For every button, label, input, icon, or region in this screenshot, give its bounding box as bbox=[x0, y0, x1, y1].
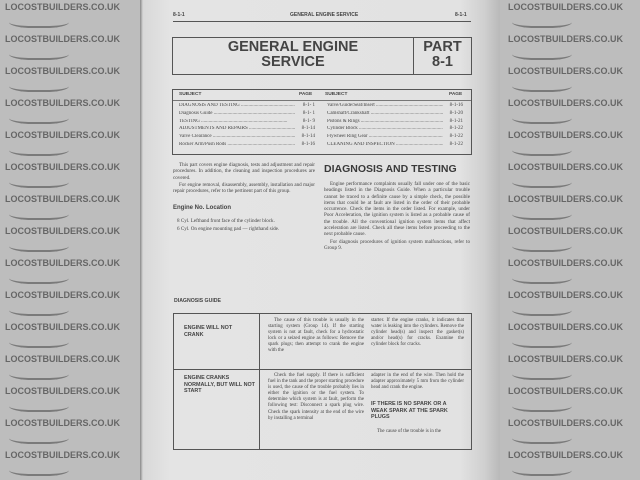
watermark-text: LOCOSTBUILDERS.CO.UK bbox=[5, 258, 121, 268]
watermark-car-icon bbox=[512, 270, 572, 284]
no-crank-col2: starter. If the engine cranks, it indicates that water is leaking into the cylinders. Remove the cylinder head(s) and inspect the gasket(s) and/or head(s) for cracks. Examine the cylinder block for cracks. bbox=[371, 318, 464, 348]
toc-entry bbox=[327, 126, 463, 132]
toc-subject: Valve/Guide/Seat/Insert ..... bbox=[327, 103, 443, 109]
watermark-car-icon bbox=[512, 398, 572, 412]
no-start-col2-block bbox=[371, 373, 464, 435]
toc-page: 8-1-20 bbox=[449, 110, 463, 116]
watermark-text: LOCOSTBUILDERS.CO.UK bbox=[5, 322, 121, 332]
contents-table bbox=[172, 89, 472, 155]
toc-subject: Rocker Arm/Push Rods ..... bbox=[179, 142, 295, 148]
toc-subject: Diagnosis Guide ..... bbox=[179, 111, 295, 117]
watermark-car-icon bbox=[9, 366, 69, 380]
watermark-car-icon bbox=[512, 462, 572, 476]
toc-separator bbox=[173, 100, 471, 101]
watermark-text: LOCOSTBUILDERS.CO.UK bbox=[508, 450, 624, 460]
toc-subject: DIAGNOSIS AND TESTING ..... bbox=[179, 103, 295, 109]
toc-page: 8-1- 9 bbox=[302, 118, 315, 124]
toc-entry bbox=[179, 142, 315, 148]
watermark-text: LOCOSTBUILDERS.CO.UK bbox=[508, 98, 624, 108]
watermark-text: LOCOSTBUILDERS.CO.UK bbox=[508, 354, 624, 364]
title-line-1: GENERAL ENGINE bbox=[227, 39, 359, 55]
watermark-car-icon bbox=[512, 14, 572, 28]
toc-subject: Valve Clearance ..... bbox=[179, 134, 295, 140]
diagnosis-guide-heading: DIAGNOSIS GUIDE bbox=[174, 298, 221, 304]
watermark-car-icon bbox=[9, 430, 69, 444]
watermark-text: LOCOSTBUILDERS.CO.UK bbox=[508, 290, 624, 300]
no-crank-col1: The cause of this trouble is usually in the starting system (Group 14). If the starting system is not at fault, check for a hydrostatic lock or a seized engine as follows: Remove the spark plugs; then attempt to crank the engine with the bbox=[268, 318, 364, 354]
intro-paragraph-1: This part covers engine diagnosis, tests and adjustment and repair procedures. In addition, the cleaning and inspection procedures are covered. bbox=[173, 162, 315, 181]
toc-page: 8-1- 1 bbox=[302, 103, 315, 108]
diagnosis-column bbox=[324, 163, 470, 252]
header-page-right: 8-1-1 bbox=[455, 12, 467, 18]
location-8cyl: 8 Cyl. Lefthand front face of the cylinder block. bbox=[177, 218, 275, 225]
watermark-text: LOCOSTBUILDERS.CO.UK bbox=[508, 258, 624, 268]
watermark-text: LOCOSTBUILDERS.CO.UK bbox=[5, 66, 121, 76]
page-title bbox=[173, 40, 413, 70]
diagnosis-guide-table bbox=[173, 313, 472, 450]
watermark-text: LOCOSTBUILDERS.CO.UK bbox=[508, 226, 624, 236]
no-spark-subheading: IF THERE IS NO SPARK OR A WEAK SPARK AT THE SPARK PLUGS bbox=[371, 401, 448, 421]
toc-subject: Pistons & Rings ..... bbox=[327, 119, 443, 125]
header-page-left: 8-1-1 bbox=[173, 12, 185, 18]
toc-entry bbox=[327, 142, 463, 148]
part-number: 8-1 bbox=[432, 54, 453, 70]
title-line-2: SERVICE bbox=[261, 54, 325, 70]
watermark-car-icon bbox=[512, 110, 572, 124]
intro-column bbox=[173, 162, 315, 233]
watermark-text: LOCOSTBUILDERS.CO.UK bbox=[5, 418, 121, 428]
watermark-text: LOCOSTBUILDERS.CO.UK bbox=[5, 130, 121, 140]
watermark-text: LOCOSTBUILDERS.CO.UK bbox=[508, 386, 624, 396]
toc-entry bbox=[327, 134, 463, 140]
watermark-car-icon bbox=[512, 302, 572, 316]
toc-page: 8-1- 1 bbox=[302, 110, 315, 116]
toc-page: 8-1-16 bbox=[449, 103, 463, 108]
watermark-text: LOCOSTBUILDERS.CO.UK bbox=[5, 162, 121, 172]
no-start-col1: Check the fuel supply. If there is sufficient fuel in the tank and the proper starting procedure is used, the cause of the trouble probably lies in either the ignition or the fuel system. To determine which system is at fault, perform the following test: Disconnect a spark plug wire. Check the spark intensity at the end of the wire by installing a terminal bbox=[268, 373, 364, 421]
watermark-text: LOCOSTBUILDERS.CO.UK bbox=[5, 450, 121, 460]
toc-entry bbox=[179, 126, 315, 132]
watermark-car-icon bbox=[9, 14, 69, 28]
row-divider bbox=[174, 369, 471, 370]
watermark-car-icon bbox=[9, 110, 69, 124]
toc-page: 8-1-22 bbox=[449, 126, 463, 132]
watermark-text: LOCOSTBUILDERS.CO.UK bbox=[508, 418, 624, 428]
watermark-text: LOCOSTBUILDERS.CO.UK bbox=[5, 98, 121, 108]
watermark-text: LOCOSTBUILDERS.CO.UK bbox=[508, 66, 624, 76]
watermark-text: LOCOSTBUILDERS.CO.UK bbox=[508, 130, 624, 140]
watermark-car-icon bbox=[9, 270, 69, 284]
toc-page: 8-1-14 bbox=[301, 134, 315, 140]
toc-page: 8-1-22 bbox=[449, 142, 463, 147]
header-rule bbox=[173, 21, 471, 22]
watermark-text: LOCOSTBUILDERS.CO.UK bbox=[5, 290, 121, 300]
no-spark-text: The cause of the trouble is in the bbox=[377, 428, 441, 434]
watermark-text: LOCOSTBUILDERS.CO.UK bbox=[5, 2, 121, 12]
watermark-car-icon bbox=[512, 142, 572, 156]
watermark-car-icon bbox=[9, 206, 69, 220]
no-start-col2: adapter in the end of the wire. Then hold the adapter approximately 5 mm from the cylinder head and crank the engine. bbox=[371, 373, 464, 391]
toc-entry bbox=[179, 111, 315, 117]
toc-page: 8-1-16 bbox=[301, 142, 315, 147]
toc-subject: Cylinder Block ..... bbox=[327, 126, 443, 132]
watermark-text: LOCOSTBUILDERS.CO.UK bbox=[5, 226, 121, 236]
watermark-text: LOCOSTBUILDERS.CO.UK bbox=[5, 354, 121, 364]
diagnosis-heading: DIAGNOSIS AND TESTING bbox=[324, 163, 457, 175]
diagnosis-paragraph-2: For diagnosis procedures of ignition system malfunctions, refer to Group 9. bbox=[324, 238, 470, 251]
toc-entry bbox=[327, 119, 463, 125]
toc-subject: Flywheel Ring Gear ..... bbox=[327, 134, 443, 140]
toc-entry bbox=[179, 103, 315, 109]
watermark-car-icon bbox=[9, 46, 69, 60]
toc-entry bbox=[179, 134, 315, 140]
header-title: GENERAL ENGINE SERVICE bbox=[290, 12, 359, 18]
watermark-text: LOCOSTBUILDERS.CO.UK bbox=[508, 2, 624, 12]
intro-paragraph-2: For engine removal, disassembly, assembly, installation and major repair procedures, refer to the pertinent part of this group. bbox=[173, 181, 315, 195]
document-page bbox=[140, 0, 500, 480]
watermark-car-icon bbox=[9, 142, 69, 156]
toc-subject: Camshaft/Crankshaft ..... bbox=[327, 111, 443, 117]
watermark-car-icon bbox=[512, 206, 572, 220]
toc-page-header-2: PAGE bbox=[449, 92, 463, 97]
watermark-text: LOCOSTBUILDERS.CO.UK bbox=[508, 162, 624, 172]
watermark-car-icon bbox=[512, 46, 572, 60]
part-word: PART bbox=[423, 39, 462, 55]
watermark-car-icon bbox=[512, 366, 572, 380]
location-6cyl: 6 Cyl. On engine mounting pad — righthand side. bbox=[177, 225, 280, 232]
watermark-text: LOCOSTBUILDERS.CO.UK bbox=[5, 194, 121, 204]
watermark-car-icon bbox=[9, 238, 69, 252]
toc-page: 8-1-22 bbox=[449, 134, 463, 140]
watermark-car-icon bbox=[9, 302, 69, 316]
watermark-car-icon bbox=[9, 462, 69, 476]
toc-subject: CLEANING AND INSPECTION ..... bbox=[327, 142, 443, 148]
watermark-car-icon bbox=[512, 174, 572, 188]
part-label bbox=[414, 40, 471, 70]
engine-number-heading: Engine No. Location bbox=[173, 205, 231, 212]
watermark-car-icon bbox=[512, 430, 572, 444]
watermark-text: LOCOSTBUILDERS.CO.UK bbox=[508, 322, 624, 332]
watermark-car-icon bbox=[9, 78, 69, 92]
watermark-text: LOCOSTBUILDERS.CO.UK bbox=[508, 194, 624, 204]
toc-page: 8-1-21 bbox=[449, 118, 463, 124]
toc-subject-header-2: SUBJECT bbox=[325, 92, 348, 97]
watermark-car-icon bbox=[512, 78, 572, 92]
toc-entry bbox=[327, 103, 463, 109]
watermark-text: LOCOSTBUILDERS.CO.UK bbox=[508, 34, 624, 44]
watermark-car-icon bbox=[512, 238, 572, 252]
watermark-text: LOCOSTBUILDERS.CO.UK bbox=[5, 34, 121, 44]
toc-page-header: PAGE bbox=[299, 92, 313, 97]
toc-subject: TESTING ..... bbox=[179, 119, 295, 125]
watermark-car-icon bbox=[9, 398, 69, 412]
watermark-car-icon bbox=[512, 334, 572, 348]
diagnosis-paragraph-1: Engine performance complaints usually fall under one of the basic headings listed in the Diagnosis Guide. When a particular trouble cannot be traced to a definite cause by a simple check, the possible items that could be at fault are listed in the order of their probable occurrence. Check the items in the order listed. For example, under Poor Acceleration, the ignition system is listed as a probable cause of the trouble. All the conventional ignition system items that affect acceleration are listed. Check all these items before proceeding to the next probable cause. bbox=[324, 181, 470, 238]
toc-page: 8-1-14 bbox=[301, 126, 315, 132]
watermark-car-icon bbox=[9, 334, 69, 348]
toc-entry bbox=[179, 119, 315, 125]
row-label-no-crank: ENGINE WILL NOT CRANK bbox=[184, 325, 233, 338]
toc-subject: ADJUSTMENTS AND REPAIRS ..... bbox=[179, 126, 295, 132]
row-label-no-start: ENGINE CRANKS NORMALLY, BUT WILL NOT START bbox=[184, 375, 255, 394]
column-divider bbox=[259, 314, 260, 449]
toc-subject-header: SUBJECT bbox=[179, 92, 202, 97]
watermark-text: LOCOSTBUILDERS.CO.UK bbox=[5, 386, 121, 396]
toc-entry bbox=[327, 111, 463, 117]
watermark-car-icon bbox=[9, 174, 69, 188]
title-box bbox=[172, 37, 472, 75]
